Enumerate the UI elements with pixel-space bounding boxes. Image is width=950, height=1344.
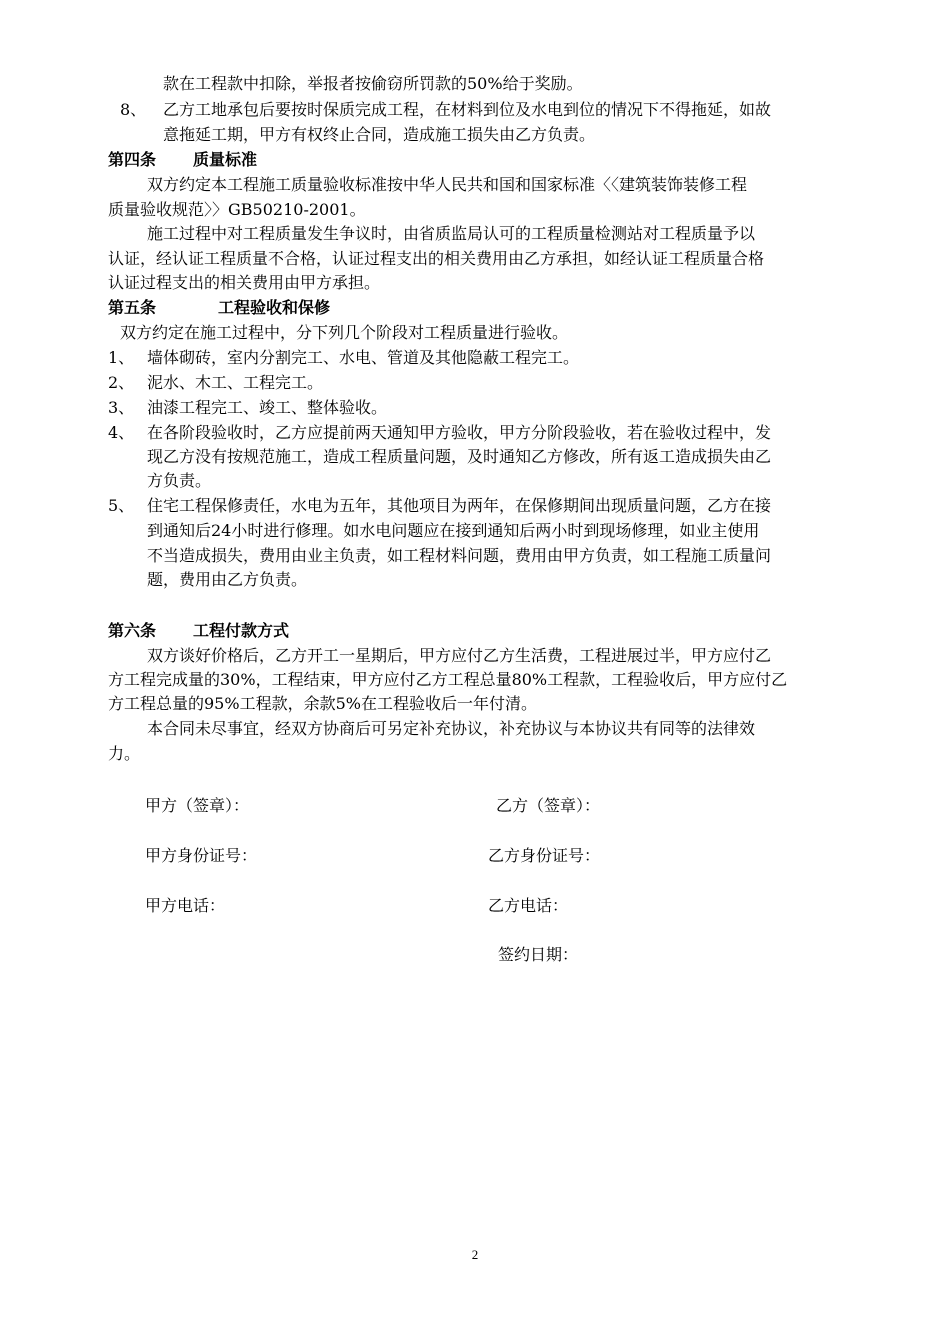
section-heading-5 bbox=[108, 297, 330, 319]
list-item-text: 方负责。 bbox=[147, 471, 212, 490]
paragraph-line: 双方约定本工程施工质量验收标准按中华人民共和国和国家标准〈〈建筑装饰装修工程 bbox=[147, 175, 748, 194]
paragraph-line: 方工程完成量的30%，工程结束，甲方应付乙方工程总量80%工程款，工程验收后，甲方应付乙 bbox=[108, 670, 788, 689]
section-number: 第六条 bbox=[108, 621, 157, 640]
section-number: 第五条 bbox=[108, 298, 157, 317]
list-item-number: 8、 bbox=[120, 100, 147, 119]
list-item-text: 在各阶段验收时，乙方应提前两天通知甲方验收，甲方分阶段验收，若在验收过程中，发 bbox=[147, 423, 772, 442]
paragraph-line: 施工过程中对工程质量发生争议时，由省质监局认可的工程质量检测站对工程质量予以 bbox=[147, 224, 756, 243]
page-number: 2 bbox=[471, 1247, 479, 1262]
list-item-text: 乙方工地承包后要按时保质完成工程，在材料到位及水电到位的情况下不得拖延，如故 bbox=[163, 100, 772, 119]
list-item-text: 不当造成损失，费用由业主负责，如工程材料问题，费用由甲方负责，如工程施工质量问 bbox=[147, 546, 772, 565]
section-heading-6 bbox=[108, 620, 289, 642]
list-item-number: 4、 bbox=[108, 423, 135, 442]
paragraph-line: 认证，经认证工程质量不合格，认证过程支出的相关费用由乙方承担，如经认证工程质量合格 bbox=[108, 249, 765, 268]
section-heading-4 bbox=[108, 149, 257, 171]
list-item-text: 意拖延工期，甲方有权终止合同，造成施工损失由乙方负责。 bbox=[163, 125, 596, 144]
party-a-id-label: 甲方身份证号： bbox=[145, 846, 258, 865]
paragraph-line: 质量验收规范〉〉GB50210-2001。 bbox=[108, 200, 366, 219]
list-item-text: 现乙方没有按规范施工，造成工程质量问题，及时通知乙方修改，所有返工造成损失由乙 bbox=[147, 447, 772, 466]
section-number: 第四条 bbox=[108, 150, 157, 169]
list-item-number: 3、 bbox=[108, 398, 135, 417]
list-item-text: 墙体砌砖，室内分割完工、水电、管道及其他隐蔽工程完工。 bbox=[147, 348, 580, 367]
paragraph-line: 认证过程支出的相关费用由甲方承担。 bbox=[108, 273, 381, 292]
sign-date-label: 签约日期： bbox=[498, 945, 579, 964]
paragraph-line: 双方约定在施工过程中，分下列几个阶段对工程质量进行验收。 bbox=[120, 323, 569, 342]
list-item-number: 2、 bbox=[108, 373, 135, 392]
list-item-text: 泥水、木工、工程完工。 bbox=[147, 373, 324, 392]
section-title: 工程验收和保修 bbox=[218, 298, 331, 317]
party-a-phone-label: 甲方电话： bbox=[145, 896, 226, 915]
party-a-signature-label: 甲方（签章）： bbox=[145, 796, 250, 815]
section-title: 工程付款方式 bbox=[193, 621, 290, 640]
paragraph-line: 双方谈好价格后，乙方开工一星期后，甲方应付乙方生活费，工程进展过半，甲方应付乙 bbox=[147, 646, 772, 665]
list-item-number: 5、 bbox=[108, 496, 135, 515]
party-b-id-label: 乙方身份证号： bbox=[488, 846, 601, 865]
party-b-phone-label: 乙方电话： bbox=[488, 896, 569, 915]
paragraph-line: 力。 bbox=[108, 744, 141, 763]
paragraph-line: 款在工程款中扣除，举报者按偷窃所罚款的50%给于奖励。 bbox=[163, 74, 583, 93]
paragraph-line: 本合同未尽事宜，经双方协商后可另定补充协议，补充协议与本协议共有同等的法律效 bbox=[147, 719, 756, 738]
list-item-number: 1、 bbox=[108, 348, 135, 367]
party-b-signature-label: 乙方（签章）： bbox=[496, 796, 601, 815]
section-title: 质量标准 bbox=[193, 150, 258, 169]
list-item-text: 油漆工程完工、竣工、整体验收。 bbox=[147, 398, 388, 417]
list-item-text: 住宅工程保修责任，水电为五年，其他项目为两年，在保修期间出现质量问题，乙方在接 bbox=[147, 496, 772, 515]
paragraph-line: 方工程总量的95%工程款，余款5%在工程验收后一年付清。 bbox=[108, 694, 537, 713]
list-item-text: 题，费用由乙方负责。 bbox=[147, 570, 308, 589]
list-item-text: 到通知后24小时进行修理。如水电问题应在接到通知后两小时到现场修理，如业主使用 bbox=[147, 521, 760, 540]
